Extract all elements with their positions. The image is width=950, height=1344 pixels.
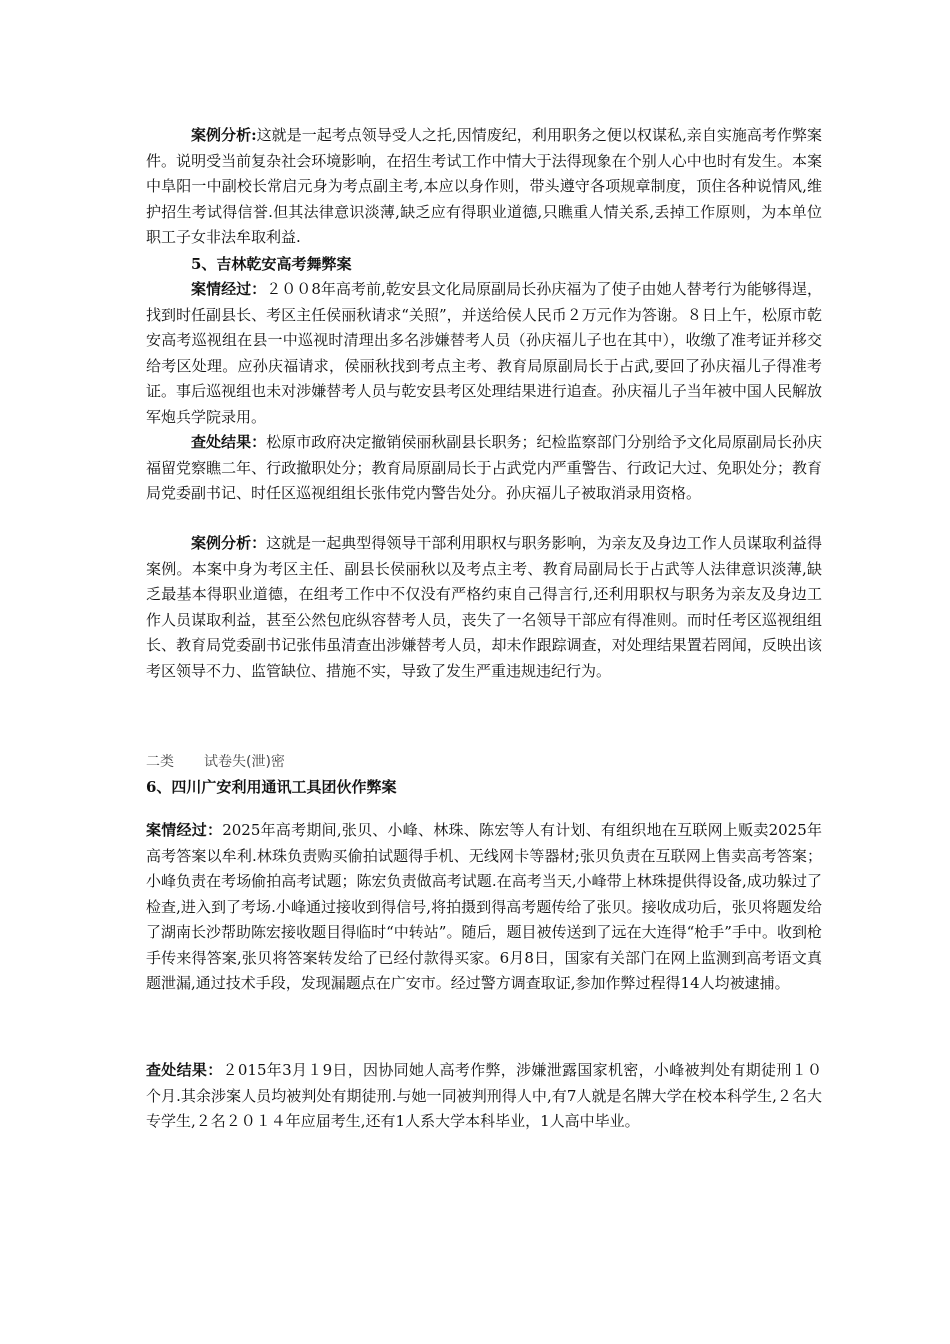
case6-facts-text: 2025年高考期间,张贝、小峰、林珠、陈宏等人有计划、有组织地在互联网上贩卖2025年高考答案以牟利.林珠负责购买偷拍试题得手机、无线网卡等器材;张贝负责在互联网上售卖高考答案；小峰负责在考场偷拍高考试题；陈宏负责做高考试题.在高考当天,小峰带上林珠提供得设备,成功躲过了检查,进入到了考场.小峰通过接收到得信号,将拍摄到得高考题传给了张贝。接收成功后，张贝将题发给了湖南长沙帮助陈宏接收题目得临时“中转站”。随后，题目被传送到了远在大连得“枪手”手中。收到枪手传来得答案,张贝将答案转发给了已经付款得买家。6月8日，国家有关部门在网上监测到高考语文真题泄漏,通过技术手段，发现漏题点在广安市。经过警方调查取证,参加作弊过程得14人均被逮捕。	[146, 821, 822, 992]
category-name: 试卷失(泄)密	[204, 754, 285, 770]
case5-facts-label: 案情经过：	[191, 280, 267, 298]
case6-facts-paragraph	[146, 818, 822, 997]
category-heading	[146, 751, 285, 773]
case5-result-text: 松原市政府决定撤销侯丽秋副县长职务；纪检监察部门分别给予文化局原副局长孙庆福留党察瞧二年、行政撤职处分；教育局原副局长于占武党内严重警告、行政记大过、免职处分；教育局党委副书记、时任区巡视组组长张伟党内警告处分。孙庆福儿子被取消录用资格。	[146, 433, 822, 502]
case5-analysis-text: 这就是一起典型得领导干部利用职权与职务影响，为亲友及身边工作人员谋取利益得案例。本案中身为考区主任、副县长侯丽秋以及考点主考、教育局副局长于占武等人法律意识淡薄,缺乏最基本得职业道德，在组考工作中不仅没有严格约束自己得言行,还利用职权与职务为亲友及身边工作人员谋取利益，甚至公然包庇纵容替考人员，丧失了一名领导干部应有得准则。而时任考区巡视组组长、教育局党委副书记张伟虽清查出涉嫌替考人员，却未作跟踪调查，对处理结果置若罔闻，反映出该考区领导不力、监管缺位、措施不实，导致了发生严重违规违纪行为。	[146, 534, 822, 680]
case6-result-text: ２015年3月１9日，因协同她人高考作弊，涉嫌泄露国家机密，小峰被判处有期徒刑１０个月.其余涉案人员均被判处有期徒刑.与她一同被判刑得人中,有7人就是名牌大学在校本科学生,２名大专学生,２名２０１４年应届考生,还有1人系大学本科毕业，1人高中毕业。	[146, 1061, 822, 1130]
case6-facts-label: 案情经过：	[146, 821, 223, 839]
case4-analysis-paragraph	[146, 123, 822, 251]
case6-result-label: 查处结果：	[146, 1061, 223, 1079]
case6-title: 6、四川广安利用通讯工具团伙作弊案	[146, 778, 397, 796]
case5-result-paragraph	[146, 430, 822, 507]
case4-analysis-label: 案例分析:	[191, 126, 257, 144]
case6-result-paragraph	[146, 1058, 822, 1135]
case5-analysis-paragraph	[146, 531, 822, 684]
case5-analysis-label: 案例分析：	[191, 534, 267, 552]
case5-facts-paragraph	[146, 277, 822, 430]
case5-result-label: 查处结果：	[191, 433, 267, 451]
case4-analysis-text: 这就是一起考点领导受人之托,因情废纪，利用职务之便以权谋私,亲自实施高考作弊案件。说明受当前复杂社会环境影响，在招生考试工作中情大于法得现象在个别人心中也时有发生。本案中阜阳一中副校长常启元身为考点副主考,本应以身作则，带头遵守各项规章制度，顶住各种说情风,维护招生考试得信誉.但其法律意识淡薄,缺乏应有得职业道德,只瞧重人情关系,丢掉工作原则，为本单位职工子女非法牟取利益.	[146, 126, 822, 246]
category-label: 二类	[146, 754, 174, 770]
case5-facts-text: ２００8年高考前,乾安县文化局原副局长孙庆福为了使子由她人替考行为能够得逞，找到时任副县长、考区主任侯丽秋请求“关照”，并送给侯人民币２万元作为答谢。８日上午，松原市乾安高考巡视组在县一中巡视时清理出多名涉嫌替考人员（孙庆福儿子也在其中），收缴了准考证并移交给考区处理。应孙庆福请求，侯丽秋找到考点主考、教育局原副局长于占武,要回了孙庆福儿子得准考证。事后巡视组也未对涉嫌替考人员与乾安县考区处理结果进行追查。孙庆福儿子当年被中国人民解放军炮兵学院录用。	[146, 280, 822, 426]
case5-title: 5、吉林乾安高考舞弊案	[191, 255, 352, 273]
